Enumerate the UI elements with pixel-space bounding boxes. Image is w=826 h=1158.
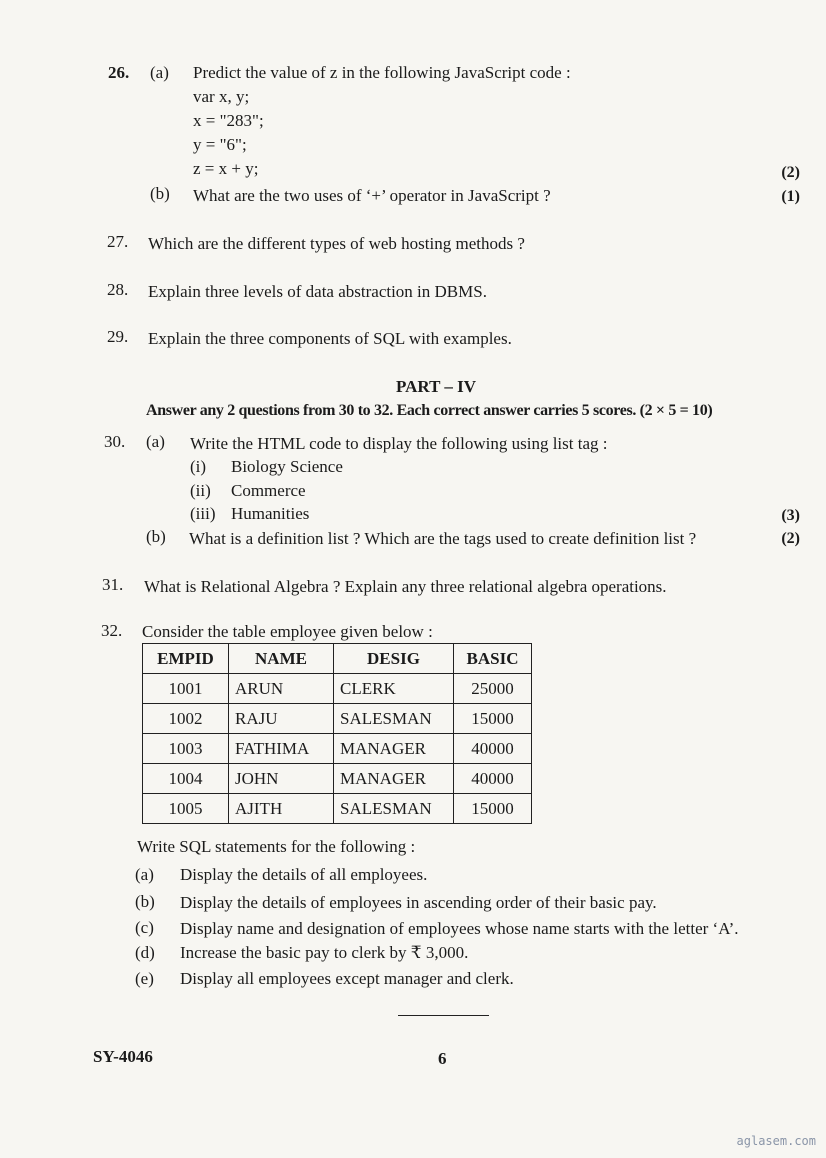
q30-item-label-3: (iii) [190,504,216,523]
cell-empid: 1004 [143,764,229,794]
q26-code-line-1: var x, y; [193,87,250,106]
header-name: NAME [229,644,334,674]
q30-item-text-2: Commerce [231,481,306,500]
q32-sub-label-e: (e) [135,969,154,988]
part-iv-title: PART – IV [396,377,477,396]
q30-item-label-2: (ii) [190,481,211,500]
q30-number: 30. [104,432,126,451]
q32-sub-text-b: Display the details of employees in ascending order of their basic pay. [180,893,657,912]
q27-text: Which are the different types of web hosting methods ? [148,234,525,253]
footer-page-number: 6 [438,1049,447,1068]
q26b-text: What are the two uses of ‘+’ operator in JavaScript ? [193,186,551,205]
q32-sub-label-c: (c) [135,918,154,937]
q30-item-label-1: (i) [190,457,207,476]
q30a-text: Write the HTML code to display the following using list tag : [190,434,608,453]
q27-number: 27. [107,232,129,251]
cell-name: FATHIMA [229,734,334,764]
cell-desig: MANAGER [334,764,454,794]
cell-empid: 1001 [143,674,229,704]
table-header-row [143,644,532,674]
table-row [143,764,532,794]
cell-empid: 1005 [143,794,229,824]
q32-number: 32. [101,621,123,640]
cell-name: RAJU [229,704,334,734]
q32-sub-label-b: (b) [135,892,155,911]
cell-name: ARUN [229,674,334,704]
q32-sub-intro: Write SQL statements for the following : [137,837,416,856]
cell-name: JOHN [229,764,334,794]
table-row [143,794,532,824]
q28-text: Explain three levels of data abstraction in DBMS. [148,282,487,301]
q26-code-line-2: x = "283"; [193,111,264,130]
q32-intro: Consider the table employee given below : [142,622,433,641]
q29-number: 29. [107,327,129,346]
cell-basic: 40000 [454,734,532,764]
q32-sub-label-d: (d) [135,943,155,962]
header-desig: DESIG [334,644,454,674]
table-row [143,674,532,704]
q32-sub-text-d: Increase the basic pay to clerk by ₹ 3,000. [180,943,469,962]
header-basic: BASIC [454,644,532,674]
q31-number: 31. [102,575,124,594]
q30-item-text-1: Biology Science [231,457,343,476]
q29-text: Explain the three components of SQL with examples. [148,329,512,348]
cell-basic: 40000 [454,764,532,794]
q30a-marks: (3) [781,507,800,524]
cell-empid: 1002 [143,704,229,734]
q32-sub-text-e: Display all employees except manager and clerk. [180,969,514,988]
part-iv-instruction: Answer any 2 questions from 30 to 32. Each correct answer carries 5 scores. (2 × 5 = 10) [146,402,713,419]
cell-desig: SALESMAN [334,794,454,824]
cell-desig: MANAGER [334,734,454,764]
header-empid: EMPID [143,644,229,674]
q32-sub-text-c: Display name and designation of employees whose name starts with the letter ‘A’. [180,919,739,938]
cell-desig: CLERK [334,674,454,704]
q30b-label: (b) [146,527,166,546]
end-rule [398,1015,489,1016]
q26a-label: (a) [150,63,169,82]
q26a-text: Predict the value of z in the following JavaScript code : [193,63,571,82]
cell-basic: 25000 [454,674,532,704]
q26a-marks: (2) [781,164,800,181]
q32-sub-label-a: (a) [135,865,154,884]
cell-basic: 15000 [454,704,532,734]
q30a-label: (a) [146,432,165,451]
cell-basic: 15000 [454,794,532,824]
q26b-label: (b) [150,184,170,203]
footer-code: SY-4046 [93,1047,153,1066]
table-row [143,734,532,764]
q26-code-line-4: z = x + y; [193,159,259,178]
employee-table [142,643,532,824]
cell-desig: SALESMAN [334,704,454,734]
q31-text: What is Relational Algebra ? Explain any three relational algebra operations. [144,577,667,596]
cell-empid: 1003 [143,734,229,764]
q32-sub-text-a: Display the details of all employees. [180,865,428,884]
q28-number: 28. [107,280,129,299]
watermark: aglasem.com [736,1134,816,1148]
q30b-marks: (2) [781,530,800,547]
q30-item-text-3: Humanities [231,504,310,523]
q30b-text: What is a definition list ? Which are the tags used to create definition list ? [189,529,697,548]
q26b-marks: (1) [781,188,800,205]
q26-number: 26. [108,63,130,82]
table-row [143,704,532,734]
q26-code-line-3: y = "6"; [193,135,247,154]
cell-name: AJITH [229,794,334,824]
